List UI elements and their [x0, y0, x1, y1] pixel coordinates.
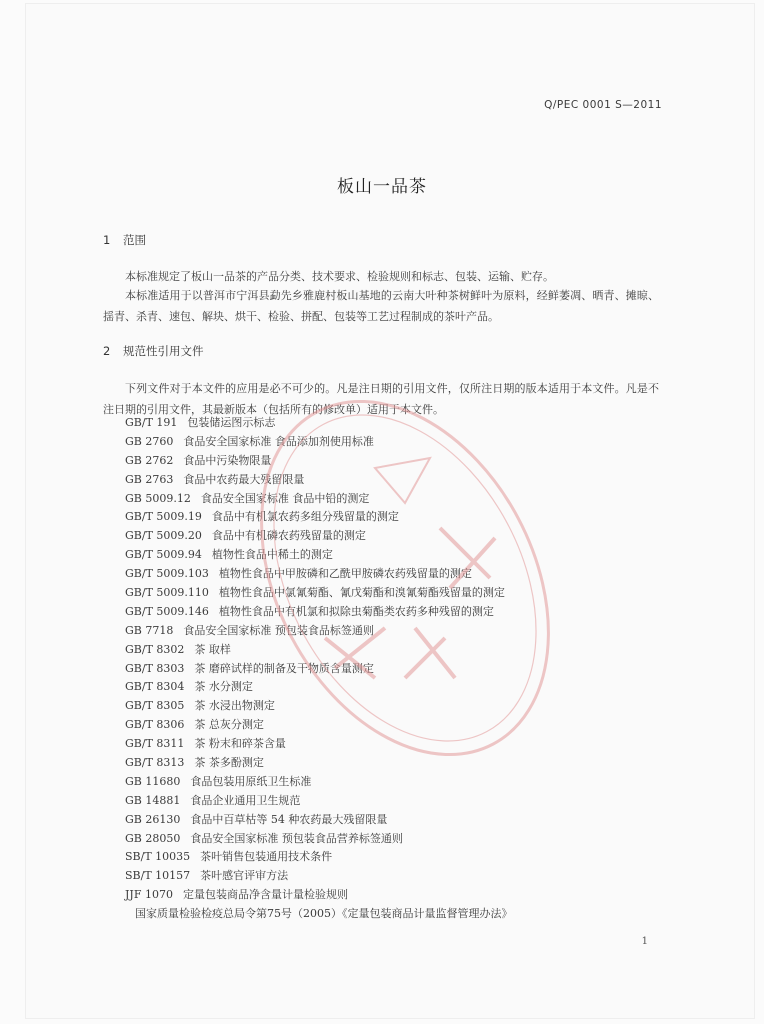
reference-item: [125, 660, 513, 679]
reference-title: 茶 粉末和碎茶含量: [194, 737, 286, 751]
reference-title: 植物性食品中氯氰菊酯、氰戊菊酯和溴氰菊酯残留量的测定: [218, 586, 505, 600]
document-code: Q/PEC 0001 S—2011: [544, 99, 662, 111]
reference-title: 茶 取样: [194, 642, 231, 656]
reference-item: [125, 490, 513, 509]
references-intro-paragraph: 下列文件对于本文件的应用是必不可少的。凡是注日期的引用文件，仅所注日期的版本适用于本文件。凡是不注日期的引用文件，其最新版本（包括所有的修改单）适用于本文件。: [103, 382, 659, 416]
reference-code: SB/T 10035: [125, 850, 191, 864]
page-number: 1: [641, 936, 648, 947]
reference-item: [125, 433, 513, 452]
reference-item: [125, 905, 513, 924]
reference-title: 食品安全国家标准 食品中铅的测定: [200, 491, 370, 505]
reference-item: [125, 565, 513, 584]
reference-item: [125, 811, 513, 830]
reference-code: GB/T 5009.94: [125, 548, 202, 562]
reference-title: 茶叶感官评审方法: [200, 869, 289, 883]
reference-item: [125, 471, 513, 490]
reference-item: [125, 867, 513, 886]
reference-code: GB/T 8313: [125, 756, 185, 770]
reference-code: GB/T 5009.103: [125, 567, 209, 581]
reference-code: GB 7718: [125, 623, 174, 637]
reference-item: [125, 452, 513, 471]
reference-item: [125, 584, 513, 603]
reference-title: 食品中有机氯农药多组分残留量的测定: [211, 510, 399, 524]
reference-title: 植物性食品中甲胺磷和乙酰甲胺磷农药残留量的测定: [218, 567, 472, 581]
reference-item: [125, 830, 513, 849]
section-heading-normative-references: [103, 343, 204, 359]
reference-code: GB/T 8304: [125, 680, 185, 694]
reference-code: GB 28050: [125, 831, 181, 845]
reference-code: GB 5009.12: [125, 491, 191, 505]
reference-code: JJF 1070: [125, 888, 173, 902]
section-heading-scope: [103, 232, 146, 248]
reference-item: [125, 754, 513, 773]
reference-title: 国家质量检验检疫总局令第75号（2005）《定量包装商品计量监督管理办法》: [135, 907, 513, 921]
scope-paragraph-2: 本标准适用于以普洱市宁洱县勐先乡雅鹿村板山基地的云南大叶种茶树鲜叶为原料，经鲜萎凋、晒青、摊晾、揺青、杀青、速包、解块、烘干、检验、拼配、包装等工艺过程制成的茶叶产品。: [103, 289, 659, 323]
section-number: 2: [103, 344, 111, 358]
reference-code: GB 2762: [125, 453, 174, 467]
reference-item: [125, 603, 513, 622]
section-title: 范围: [123, 233, 146, 247]
section-title: 规范性引用文件: [123, 344, 204, 358]
reference-item: [125, 527, 513, 546]
reference-item: [125, 508, 513, 527]
reference-title: 食品安全国家标准 预包装食品营养标签通则: [190, 831, 403, 845]
reference-code: GB/T 5009.19: [125, 510, 202, 524]
reference-title: 茶 茶多酚测定: [194, 756, 264, 770]
document-title: 板山一品茶: [337, 177, 427, 197]
reference-title: 茶 水分测定: [194, 680, 253, 694]
reference-code: GB/T 5009.110: [125, 586, 209, 600]
reference-item: [125, 622, 513, 641]
reference-item: [125, 641, 513, 660]
reference-code: GB 11680: [125, 774, 181, 788]
reference-title: 食品中百草枯等 54 种农药最大残留限量: [190, 812, 388, 826]
reference-title: 食品安全国家标准 预包装食品标签通则: [183, 623, 374, 637]
reference-title: 食品安全国家标准 食品添加剂使用标准: [183, 434, 374, 448]
reference-item: [125, 716, 513, 735]
reference-item: [125, 678, 513, 697]
reference-title: 茶 磨碎试样的制备及干物质含量测定: [194, 661, 374, 675]
reference-title: 定量包装商品净含量计量检验规则: [182, 888, 348, 902]
reference-item: [125, 773, 513, 792]
reference-title: 植物性食品中稀土的测定: [211, 548, 333, 562]
scope-paragraph-1: 本标准规定了板山一品茶的产品分类、技术要求、检验规则和标志、包装、运输、贮存。: [125, 270, 554, 283]
reference-code: SB/T 10157: [125, 869, 191, 883]
reference-item: [125, 886, 513, 905]
reference-item: [125, 735, 513, 754]
reference-code: GB/T 8305: [125, 699, 185, 713]
reference-title: 食品中污染物限量: [183, 453, 272, 467]
reference-code: GB 2760: [125, 434, 174, 448]
reference-code: GB/T 8306: [125, 718, 185, 732]
reference-title: 食品中有机磷农药残留量的测定: [211, 529, 366, 543]
reference-title: 包装储运图示标志: [187, 416, 276, 429]
reference-item: [125, 848, 513, 867]
reference-code: GB 14881: [125, 793, 181, 807]
reference-code: GB/T 8311: [125, 737, 185, 751]
reference-code: GB 26130: [125, 812, 181, 826]
reference-title: 茶 总灰分测定: [194, 718, 264, 732]
reference-item: [125, 792, 513, 811]
reference-code: GB/T 5009.20: [125, 529, 202, 543]
reference-item: [125, 414, 513, 433]
reference-item: [125, 546, 513, 565]
reference-code: GB/T 5009.146: [125, 604, 209, 618]
reference-code: GB/T 191: [125, 416, 178, 429]
section-number: 1: [103, 233, 111, 247]
reference-title: 食品企业通用卫生规范: [190, 793, 301, 807]
reference-title: 食品中农药最大残留限量: [183, 472, 305, 486]
reference-code: GB/T 8303: [125, 661, 185, 675]
reference-title: 食品包装用原纸卫生标准: [190, 774, 312, 788]
reference-item: [125, 697, 513, 716]
reference-title: 植物性食品中有机氯和拟除虫菊酯类农药多种残留的测定: [218, 604, 494, 618]
reference-title: 茶 水浸出物测定: [194, 699, 275, 713]
reference-code: GB 2763: [125, 472, 174, 486]
reference-code: GB/T 8302: [125, 642, 185, 656]
reference-list: [125, 414, 513, 924]
reference-title: 茶叶销售包装通用技术条件: [200, 850, 333, 864]
